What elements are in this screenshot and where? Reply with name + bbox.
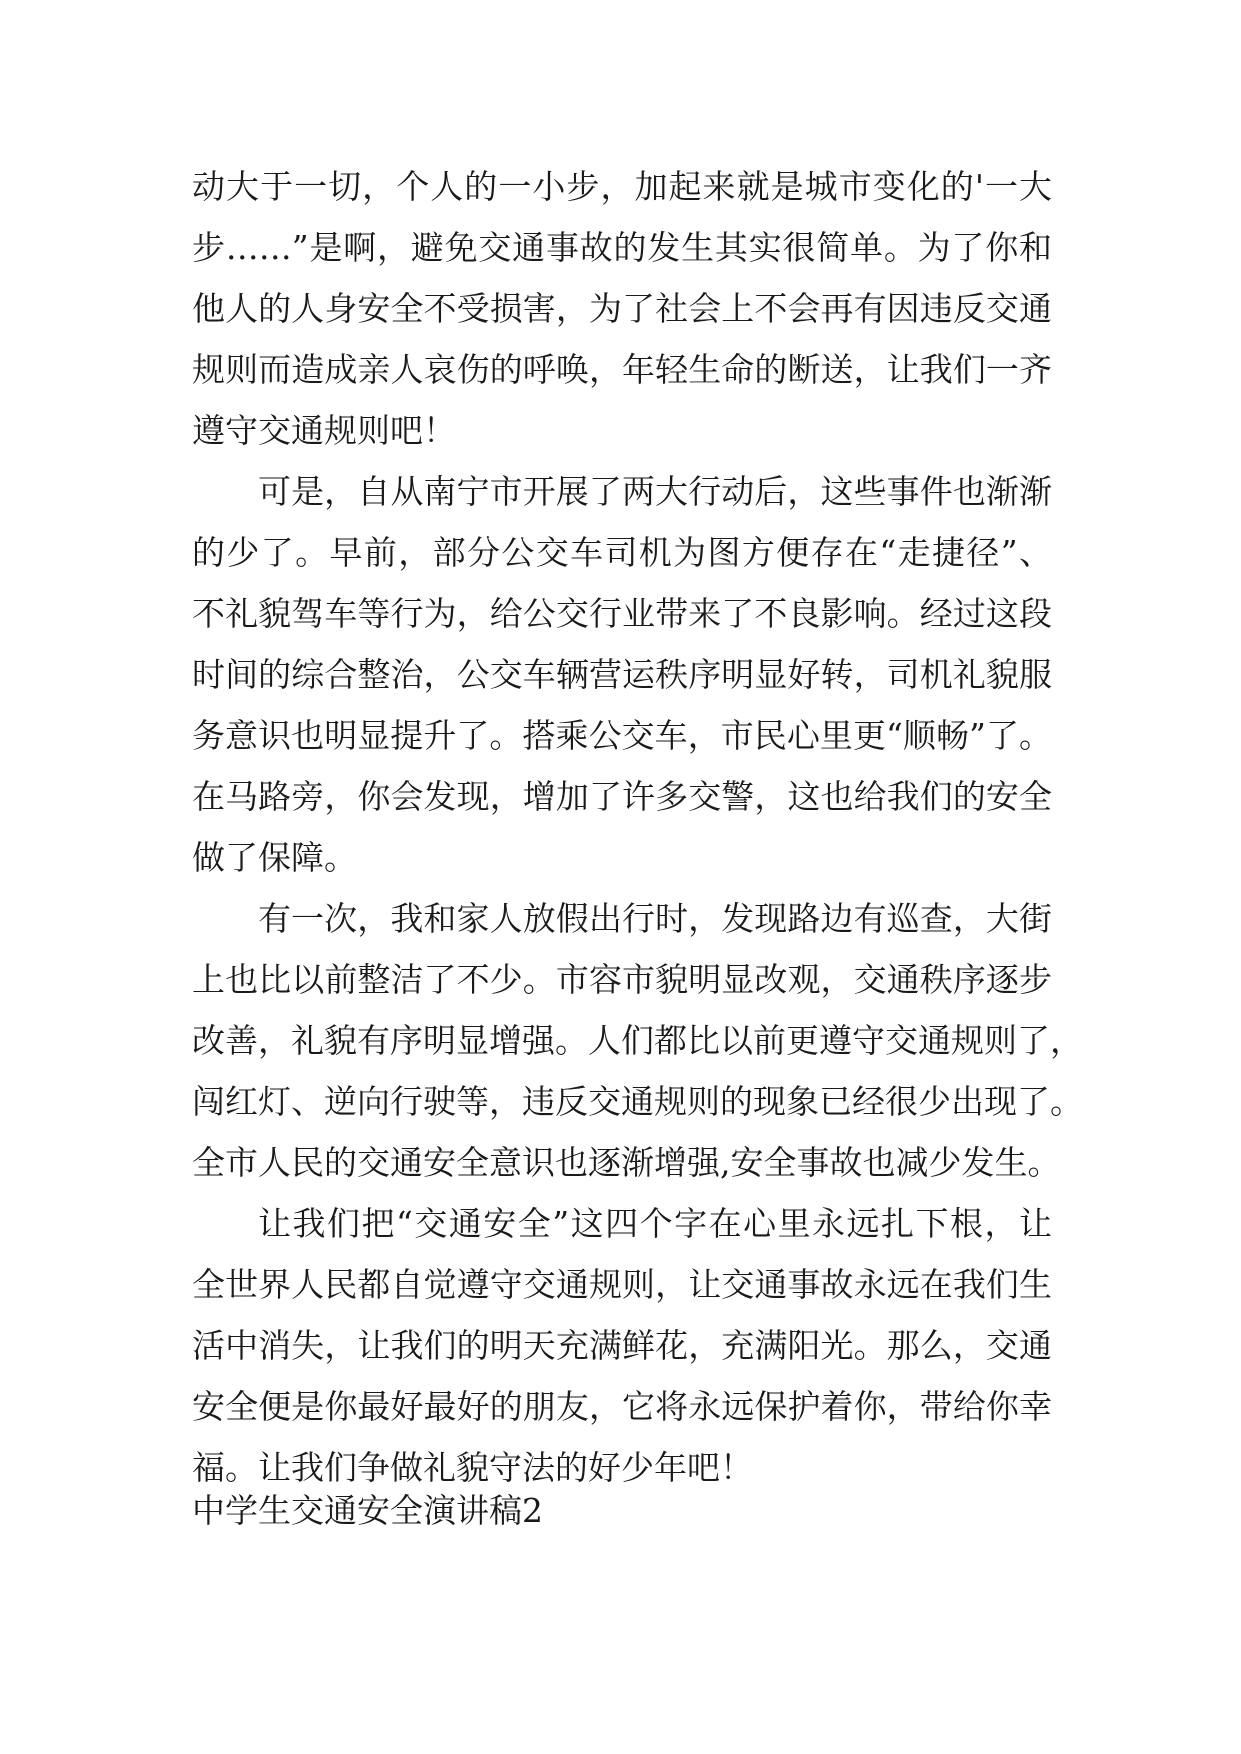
paragraph-line: 务意识也明显提升了。搭乘公交车，市民心里更“顺畅”了。 — [192, 716, 1052, 755]
paragraph-1 — [192, 156, 1052, 461]
paragraph-2 — [192, 461, 1052, 888]
paragraph-line: 时间的综合整治，公交车辆营运秩序明显好转，司机礼貌服 — [192, 655, 1052, 694]
paragraph-3 — [192, 888, 1083, 1193]
paragraph-line: 闯红灯、逆向行驶等，违反交通规则的现象已经很少出现了。 — [192, 1082, 1083, 1121]
paragraph-line: 遵守交通规则吧！ — [192, 411, 456, 450]
paragraph-line: 的少了。早前，部分公交车司机为图方便存在“走捷径”、 — [192, 533, 1052, 572]
paragraph-line: 可是，自从南宁市开展了两大行动后，这些事件也渐渐 — [258, 472, 1052, 511]
paragraph-line: 做了保障。 — [192, 838, 357, 877]
paragraph-line: 全世界人民都自觉遵守交通规则，让交通事故永远在我们生 — [192, 1265, 1052, 1304]
paragraph-line: 不礼貌驾车等行为，给公交行业带来了不良影响。经过这段 — [192, 594, 1052, 633]
paragraph-line: 让我们把“交通安全”这四个字在心里永远扎下根，让 — [258, 1204, 1052, 1243]
paragraph-line: 改善，礼貌有序明显增强。人们都比以前更遵守交通规则了， — [192, 1021, 1083, 1060]
paragraph-line: 活中消失，让我们的明天充满鲜花，充满阳光。那么，交通 — [192, 1326, 1052, 1365]
paragraph-line: 步……”是啊，避免交通事故的发生其实很简单。为了你和 — [192, 228, 1052, 267]
paragraph-line: 规则而造成亲人哀伤的呼唤，年轻生命的断送，让我们一齐 — [192, 350, 1052, 389]
paragraph-line: 上也比以前整洁了不少。市容市貌明显改观，交通秩序逐步 — [192, 960, 1052, 999]
paragraph-line: 全市人民的交通安全意识也逐渐增强,安全事故也减少发生。 — [192, 1143, 1061, 1182]
section-heading: 中学生交通安全演讲稿2 — [192, 1491, 543, 1530]
paragraph-4 — [192, 1193, 1052, 1498]
paragraph-line: 福。让我们争做礼貌守法的好少年吧！ — [192, 1448, 753, 1487]
paragraph-line: 动大于一切，个人的一小步，加起来就是城市变化的'一大 — [192, 167, 1052, 206]
paragraph-line: 安全便是你最好最好的朋友，它将永远保护着你，带给你幸 — [192, 1387, 1052, 1426]
paragraph-line: 他人的人身安全不受损害，为了社会上不会再有因违反交通 — [192, 289, 1052, 328]
paragraph-line: 有一次，我和家人放假出行时，发现路边有巡查，大街 — [258, 899, 1052, 938]
paragraph-line: 在马路旁，你会发现，增加了许多交警，这也给我们的安全 — [192, 777, 1052, 816]
